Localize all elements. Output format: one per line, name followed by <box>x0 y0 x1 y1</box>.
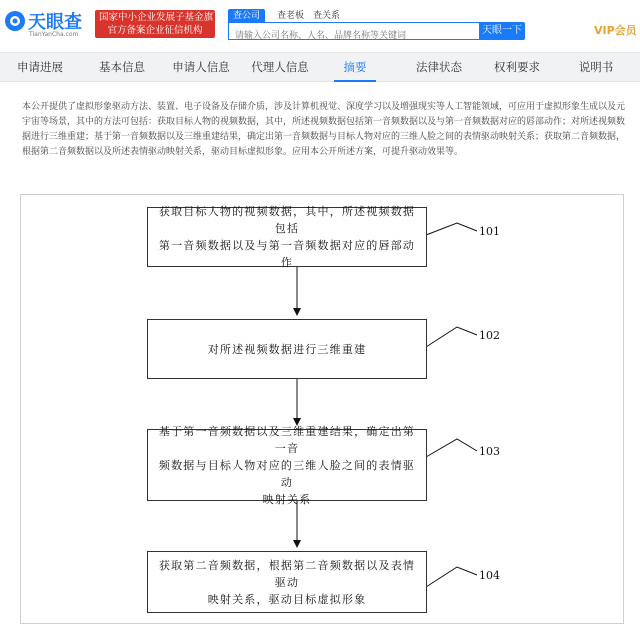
flow-step-102-line-1: 对所述视频数据进行三维重建 <box>207 342 367 356</box>
promo-banner[interactable] <box>95 10 223 38</box>
leader-102 <box>426 327 477 347</box>
abstract-text: 本公开提供了虚拟形象驱动方法、装置、电子设备及存储介质，涉及计算机视觉、深度学习以及增强现实等人工智能领域，可应用于虚拟形象生成以及元宇宙等场景，其中的方法可包括：获取目标人物的视频数据，其中，所述视频数据包括第一音频数据以及与第一音频数据对应的唇部动作；对所述视频数据进行三维重建；基于第一音频数据以及三维重建结果，确定出第一音频数据与目标人物对应的三维人脸之间的表情驱动映射关系；获取第二音频数据，根据第二音频数据以及所述表情驱动映射关系，驱动目标虚拟形象。应用本公开所述方案，可提升驱动效果等。 <box>22 102 626 157</box>
logo-domain: TianYanCha.com <box>29 31 79 38</box>
flow-step-103-line-2: 频数据与目标人物对应的三维人脸之间的表情驱动 <box>158 458 416 489</box>
promo-line-1: 国家中小企业发展子基金旗下 <box>99 12 223 23</box>
flow-step-103 <box>147 424 427 506</box>
active-tab-indicator <box>334 80 376 82</box>
leader-101 <box>426 223 477 235</box>
search-tab-relation[interactable]: 查关系 <box>313 11 341 21</box>
promo-line-2: 官方备案企业征信机构 <box>107 25 203 36</box>
tab-claims[interactable]: 权利要求 <box>494 60 540 74</box>
flow-step-102 <box>147 319 427 379</box>
tab-applicant-info[interactable]: 申请人信息 <box>172 60 230 74</box>
leader-104 <box>426 567 477 587</box>
logo[interactable] <box>4 8 92 40</box>
search-button[interactable]: 天眼一下 <box>479 22 525 40</box>
abstract-figure <box>20 194 624 624</box>
flow-step-103-label: 103 <box>479 445 500 458</box>
tab-description[interactable]: 说明书 <box>578 60 614 74</box>
flow-step-101 <box>147 207 427 267</box>
flow-step-103-line-3: 映射关系 <box>262 492 312 506</box>
flow-step-104-line-1: 获取第二音频数据，根据第二音频数据以及表情驱动 <box>158 558 416 589</box>
search-box <box>228 22 480 40</box>
tab-basic-info[interactable]: 基本信息 <box>99 60 145 74</box>
search-input[interactable] <box>229 28 479 44</box>
flow-step-103-line-1: 基于第一音频数据以及三维重建结果，确定出第一音 <box>158 424 416 455</box>
flow-step-101-label: 101 <box>479 225 500 238</box>
tab-legal-status[interactable]: 法律状态 <box>416 60 462 74</box>
flow-step-101-line-1: 获取目标人物的视频数据，其中，所述视频数据包括 <box>158 205 416 235</box>
search-tab-company[interactable]: 查公司 <box>228 9 265 23</box>
flow-step-104-label: 104 <box>479 569 500 582</box>
logo-name: 天眼查 <box>28 12 82 33</box>
flow-step-102-label: 102 <box>479 329 500 342</box>
flow-step-101-line-2: 第一音频数据以及与第一音频数据对应的唇部动作 <box>158 239 416 269</box>
search-tab-boss[interactable]: 查老板 <box>277 11 305 21</box>
leader-103 <box>426 439 477 457</box>
site-header <box>0 0 640 48</box>
tab-abstract[interactable]: 摘要 <box>343 60 367 74</box>
flow-step-104 <box>147 551 427 613</box>
logo-eye-icon <box>4 10 26 32</box>
patent-tab-bar <box>0 52 640 82</box>
flow-step-104-line-2: 映射关系，驱动目标虚拟形象 <box>207 592 367 606</box>
tab-agent-info[interactable]: 代理人信息 <box>251 60 309 74</box>
tab-application-progress[interactable]: 申请进展 <box>17 60 63 74</box>
vip-member-link[interactable]: VIP会员 <box>594 24 637 37</box>
